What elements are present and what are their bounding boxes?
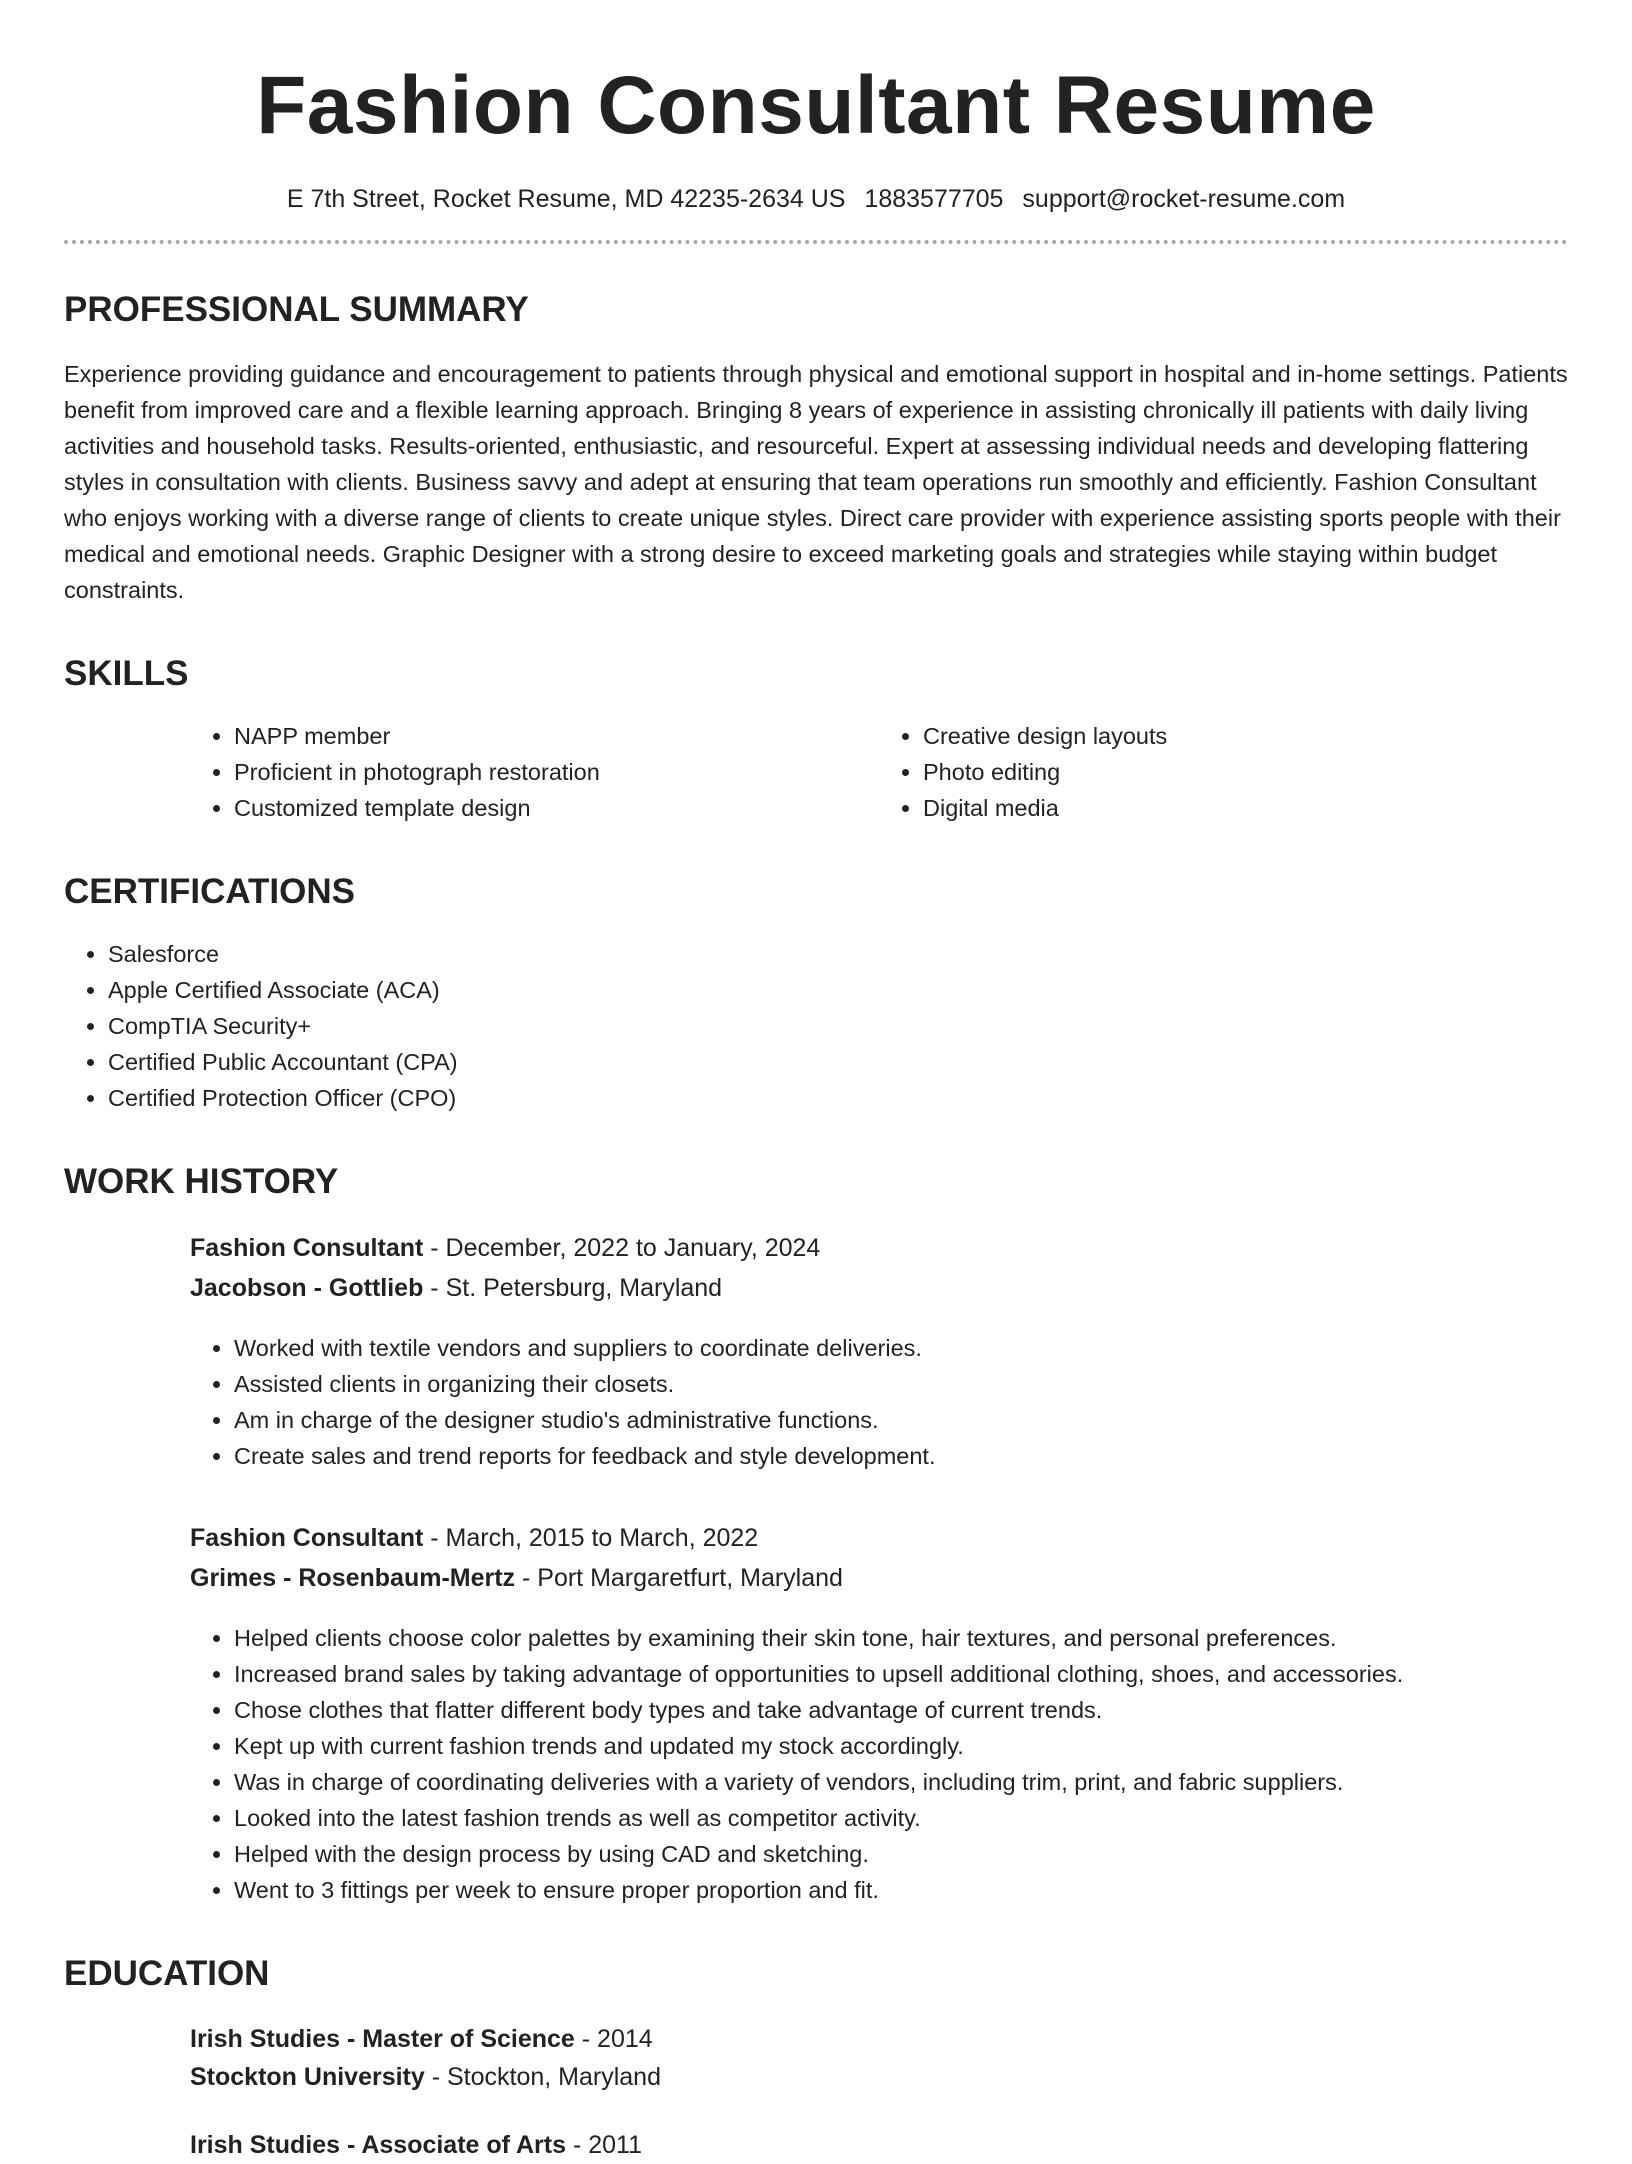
summary-heading: PROFESSIONAL SUMMARY [64, 290, 529, 329]
job-company-line [190, 1268, 1568, 1308]
job-title: Fashion Consultant [190, 1234, 424, 1262]
skills-grid [190, 696, 1568, 826]
job-bullets [190, 1330, 1568, 1474]
list-item: • Helped clients choose color palettes by examining their skin tone, hair textures, and personal preferences. [234, 1620, 1568, 1656]
list-item: • Salesforce [108, 936, 1568, 972]
education-year: - 2011 [566, 2131, 642, 2159]
list-item: • Create sales and trend reports for feedback and style development. [234, 1438, 1568, 1474]
education-year: - 2014 [574, 2025, 653, 2053]
education-entry [190, 2020, 1568, 2096]
list-item: • Certified Protection Officer (CPO) [108, 1080, 1568, 1116]
list-item: • Assisted clients in organizing their closets. [234, 1366, 1568, 1402]
job-location: - St. Petersburg, Maryland [423, 1274, 723, 1302]
list-item: • Digital media [923, 790, 1568, 826]
list-item: • Proficient in photograph restoration [234, 754, 879, 790]
skills-section [64, 652, 1568, 826]
work-history-heading: WORK HISTORY [64, 1162, 339, 1201]
job-title-line [190, 1518, 1568, 1558]
education-degree-line [190, 2126, 1568, 2164]
list-item: • NAPP member [234, 718, 879, 754]
education-heading: EDUCATION [64, 1954, 270, 1993]
job-bullets [190, 1620, 1568, 1908]
contact-email: support@rocket-resume.com [1022, 185, 1346, 213]
job-dates: - December, 2022 to January, 2024 [423, 1234, 821, 1262]
list-item: • Worked with textile vendors and suppliers to coordinate deliveries. [234, 1330, 1568, 1366]
list-item: • Helped with the design process by using CAD and sketching. [234, 1836, 1568, 1872]
job-title-line [190, 1228, 1568, 1268]
education-school: Stockton University [190, 2063, 425, 2091]
summary-section [64, 288, 1568, 608]
work-history-section [64, 1160, 1568, 1908]
job-entry [190, 1228, 1568, 1474]
list-item: • Creative design layouts [923, 718, 1568, 754]
list-item: • Was in charge of coordinating deliveries with a variety of vendors, including trim, print, and fabric suppliers. [234, 1764, 1568, 1800]
education-section [64, 1952, 1568, 2164]
job-company: Grimes - Rosenbaum-Mertz [190, 1564, 516, 1592]
list-item: • Certified Public Accountant (CPA) [108, 1044, 1568, 1080]
list-item: • Increased brand sales by taking advantage of opportunities to upsell additional clothing, shoes, and accessories. [234, 1656, 1568, 1692]
header-divider [64, 240, 1568, 244]
resume-page [64, 0, 1568, 2164]
list-item: • Went to 3 fittings per week to ensure proper proportion and fit. [234, 1872, 1568, 1908]
job-title: Fashion Consultant [190, 1524, 424, 1552]
job-entry [190, 1518, 1568, 1908]
education-degree: Irish Studies - Associate of Arts [190, 2131, 567, 2159]
list-item: • Apple Certified Associate (ACA) [108, 972, 1568, 1008]
contact-phone: 1883577705 [864, 185, 1004, 213]
job-dates: - March, 2015 to March, 2022 [423, 1524, 759, 1552]
list-item: • Photo editing [923, 754, 1568, 790]
job-company: Jacobson - Gottlieb [190, 1274, 424, 1302]
education-location: - Stockton, Maryland [424, 2063, 661, 2091]
list-item: • Customized template design [234, 790, 879, 826]
resume-title: Fashion Consultant Resume [256, 60, 1376, 151]
list-item: • Am in charge of the designer studio's administrative functions. [234, 1402, 1568, 1438]
education-entry [190, 2126, 1568, 2164]
education-school-line [190, 2058, 1568, 2096]
certifications-section [64, 870, 1568, 1116]
list-item: • Chose clothes that flatter different body types and take advantage of current trends. [234, 1692, 1568, 1728]
certifications-heading: CERTIFICATIONS [64, 872, 356, 911]
contact-line [64, 182, 1568, 216]
list-item: • CompTIA Security+ [108, 1008, 1568, 1044]
skills-heading: SKILLS [64, 654, 189, 693]
list-item: • Kept up with current fashion trends and updated my stock accordingly. [234, 1728, 1568, 1764]
summary-text: Experience providing guidance and encouragement to patients through physical and emotional support in hospital and in-home settings. Patients benefit from improved care and a flexible learning approach. Bringing 8 years of experience in assisting chronically ill patients with daily living activities and household tasks. Results-oriented, enthusiastic, and resourceful. Expert at assessing individual needs and developing flattering styles in consultation with clients. Business savvy and adept at ensuring that team operations run smoothly and efficiently. Fashion Consultant who enjoys working with a diverse range of clients to create unique styles. Direct care provider with experience assisting sports people with their medical and emotional needs. Graphic Designer with a strong desire to exceed marketing goals and strategies while staying within budget constraints. [64, 361, 1568, 603]
education-degree: Irish Studies - Master of Science [190, 2025, 575, 2053]
certifications-list [64, 936, 1568, 1116]
list-item: • Looked into the latest fashion trends as well as competitor activity. [234, 1800, 1568, 1836]
contact-address: E 7th Street, Rocket Resume, MD 42235-2634 US [286, 185, 846, 213]
job-location: - Port Margaretfurt, Maryland [515, 1564, 843, 1592]
education-degree-line [190, 2020, 1568, 2058]
skills-left-list [190, 718, 879, 826]
job-company-line [190, 1558, 1568, 1598]
skills-right-list [879, 718, 1568, 826]
